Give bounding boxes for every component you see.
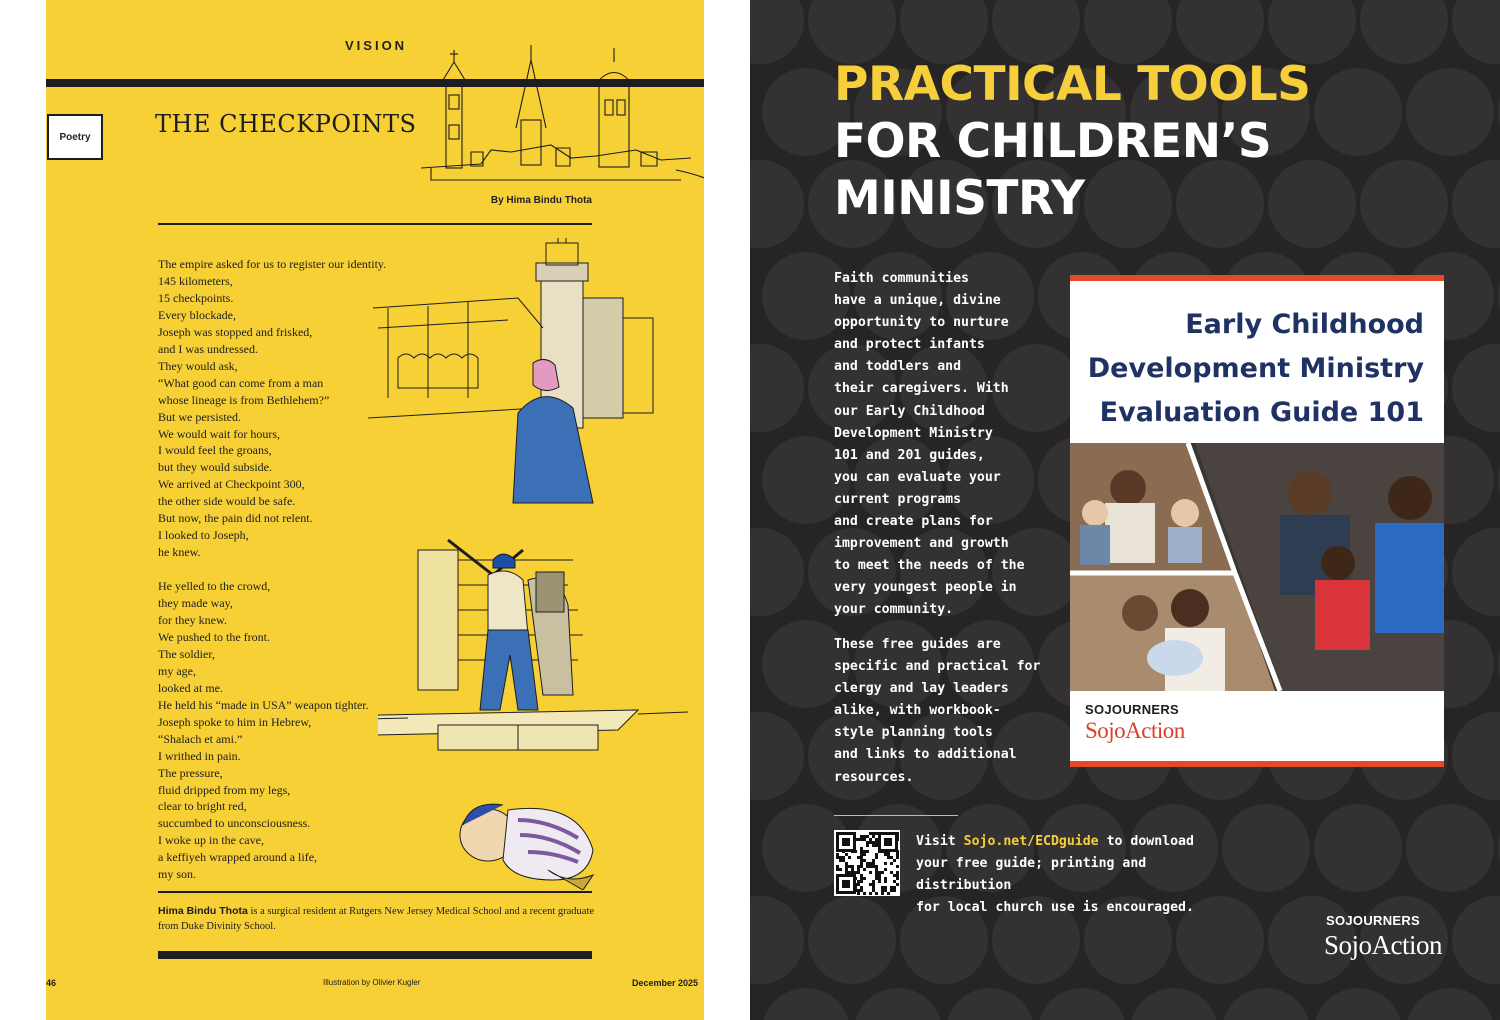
poem-line: fluid dripped from my legs,	[158, 782, 291, 797]
guide-cover[interactable]	[1070, 275, 1444, 767]
body-line: current programs	[834, 491, 962, 507]
illustration-credit: Illustration by Olivier Kugler	[323, 978, 421, 987]
footer-brand-sojoaction: SojoAction	[1324, 930, 1443, 960]
background-dot	[1360, 0, 1448, 64]
body-line: to meet the needs of the	[834, 558, 1025, 574]
background-dot	[1406, 804, 1494, 892]
poem-line: The empire asked for us to register our identity.	[158, 257, 387, 271]
background-dot	[900, 0, 988, 64]
poem-line: He yelled to the crowd,	[158, 579, 271, 594]
background-dot	[762, 988, 850, 1020]
poem-line: my age,	[158, 663, 196, 678]
poem-line: I looked to Joseph,	[158, 528, 249, 543]
section-label: VISION	[345, 38, 408, 53]
body-line: Development Ministry	[834, 425, 993, 441]
background-dot	[1176, 0, 1264, 64]
body-line: and links to additional	[834, 747, 1017, 763]
poem-line: and I was undressed.	[158, 341, 258, 356]
guide-title-line: Evaluation Guide 101	[1099, 397, 1424, 428]
visit-line-2: your free guide; printing and distribution	[916, 856, 1147, 894]
poem-line: succumbed to unconsciousness.	[158, 816, 311, 831]
background-dot	[808, 0, 896, 64]
poem-line: 15 checkpoints.	[158, 290, 234, 305]
body-line: resources.	[834, 769, 914, 785]
body-line: and protect infants	[834, 337, 985, 353]
poem-line: looked at me.	[158, 680, 223, 695]
poem-title: THE CHECKPOINTS	[155, 110, 417, 138]
poem-line: I would feel the groans,	[158, 443, 272, 458]
guide-brand-sojourners: SOJOURNERS	[1085, 702, 1180, 717]
body-paragraph-2	[834, 634, 1044, 789]
byline: By Hima Bindu Thota	[490, 195, 592, 206]
poem-line: but they would subside.	[158, 460, 272, 475]
visit-text	[916, 831, 1246, 919]
background-dot	[750, 528, 804, 616]
guide-top-stripe	[1070, 275, 1444, 281]
background-dot	[750, 160, 804, 248]
bio-rule	[158, 891, 592, 893]
background-dot	[1038, 988, 1126, 1020]
background-dot	[1130, 988, 1218, 1020]
background-dot	[1452, 0, 1500, 64]
background-dot	[1268, 0, 1356, 64]
poem-line: We arrived at Checkpoint 300,	[158, 477, 305, 492]
body-line: 101 and 201 guides,	[834, 447, 985, 463]
poem-line: He held his “made in USA” weapon tighter.	[158, 697, 369, 712]
body-line: Faith communities	[834, 271, 969, 286]
background-dot	[750, 712, 804, 800]
body-line: improvement and growth	[834, 536, 1009, 552]
poem-line: But we persisted.	[158, 409, 241, 424]
background-dot	[808, 896, 896, 984]
background-dot	[750, 0, 804, 64]
right-ad-page	[750, 0, 1500, 1020]
left-magazine-page	[46, 0, 704, 1020]
background-dot	[1084, 0, 1172, 64]
poem-line: a keffiyeh wrapped around a life,	[158, 850, 318, 865]
poem-line: Every blockade,	[158, 307, 236, 322]
bio-text: is a surgical resident at Rutgers New Jersey Medical School and a recent graduate from Duke Divinity School.	[158, 906, 595, 932]
body-line: very youngest people in	[834, 580, 1017, 596]
body-line: These free guides are	[834, 637, 1001, 652]
top-rule	[46, 79, 704, 87]
background-dot	[1314, 68, 1402, 156]
headline-line-2: FOR CHILDREN’S	[834, 114, 1272, 169]
city-skyline-illustration	[421, 40, 704, 190]
background-dot	[1406, 68, 1494, 156]
poem-line: The soldier,	[158, 646, 215, 661]
author-bio	[158, 904, 598, 934]
body-line: style planning tools	[834, 725, 993, 741]
guide-brand-sojoaction: SojoAction	[1085, 718, 1185, 743]
poem-line: they made way,	[158, 596, 233, 611]
body-line: alike, with workbook-	[834, 703, 1001, 719]
body-line: their caregivers. With	[834, 381, 1009, 397]
background-dot	[946, 988, 1034, 1020]
headline-line-3: MINISTRY	[834, 171, 1085, 226]
poem-line: whose lineage is from Bethlehem?”	[158, 392, 330, 407]
background-dot	[1222, 988, 1310, 1020]
ad-headline	[834, 56, 1311, 227]
guide-bottom-stripe	[1070, 761, 1444, 767]
body-line: have a unique, divine	[834, 293, 1001, 309]
byline-rule	[158, 223, 592, 225]
body-paragraph-1	[834, 268, 1044, 622]
checkpoint-woman-illustration	[368, 238, 688, 508]
background-dot	[1452, 160, 1500, 248]
poem-line: clear to bright red,	[158, 799, 247, 814]
guide-title	[1074, 303, 1424, 435]
poem-line: I woke up in the cave,	[158, 833, 264, 848]
background-dot	[1360, 160, 1448, 248]
body-line: and create plans for	[834, 514, 993, 530]
baby-keffiyeh-illustration	[438, 790, 618, 890]
guide-cover-photo-collage	[1070, 443, 1444, 691]
headline-line-1: PRACTICAL TOOLS	[834, 57, 1311, 112]
poem-line: “Shalach et ami.”	[158, 731, 243, 746]
poem-line: They would ask,	[158, 358, 238, 373]
visit-prefix: Visit	[916, 834, 964, 849]
poem-line: the other side would be safe.	[158, 494, 296, 509]
background-dot	[1452, 896, 1500, 984]
body-line: clergy and lay leaders	[834, 681, 1009, 697]
background-dot	[1314, 804, 1402, 892]
issue-date: December 2025	[632, 978, 699, 988]
background-dot	[1406, 988, 1494, 1020]
body-line: our Early Childhood	[834, 403, 985, 419]
background-dot	[992, 0, 1080, 64]
bottom-rule	[158, 951, 592, 959]
body-line: specific and practical for	[834, 659, 1041, 675]
poem-line: Joseph spoke to him in Hebrew,	[158, 714, 312, 729]
body-line: your community.	[834, 602, 954, 618]
body-line: you can evaluate your	[834, 469, 1001, 485]
poem-line: 145 kilometers,	[158, 273, 233, 288]
visit-suffix: to download	[1098, 834, 1194, 849]
poem-line: I writhed in pain.	[158, 748, 241, 763]
body-line: and toddlers and	[834, 359, 962, 375]
poem-line: for they knew.	[158, 613, 227, 627]
poem-line: my son.	[158, 867, 197, 882]
divider-rule	[834, 815, 958, 816]
poem-line: he knew.	[158, 545, 201, 560]
background-dot	[1314, 988, 1402, 1020]
poem-line: We would wait for hours,	[158, 426, 281, 441]
poetry-tag: Poetry	[47, 114, 103, 160]
poem-line: We pushed to the front.	[158, 629, 271, 644]
guide-title-line: Early Childhood	[1185, 309, 1424, 340]
visit-line-3: for local church use is encouraged.	[916, 900, 1194, 916]
bio-author-name: Hima Bindu Thota	[158, 905, 248, 917]
guide-download-link[interactable]: Sojo.net/ECDguide	[963, 834, 1099, 849]
background-dot	[750, 344, 804, 432]
background-dot	[854, 988, 942, 1020]
background-dot	[1452, 528, 1500, 616]
guide-title-line: Development Ministry	[1087, 353, 1424, 384]
poem-line: But now, the pain did not relent.	[158, 511, 313, 526]
background-dot	[1452, 344, 1500, 432]
poem-line: The pressure,	[158, 765, 223, 780]
soldier-frisk-illustration	[378, 530, 688, 760]
body-line: opportunity to nurture	[834, 315, 1009, 331]
poem-line: Joseph was stopped and frisked,	[158, 324, 313, 339]
footer-brand-sojourners: SOJOURNERS	[1326, 913, 1421, 928]
background-dot	[1452, 712, 1500, 800]
poem-line: “What good can come from a man	[158, 375, 324, 390]
page-number: 46	[46, 978, 57, 988]
background-dot	[750, 896, 804, 984]
qr-code-icon[interactable]	[834, 830, 900, 896]
